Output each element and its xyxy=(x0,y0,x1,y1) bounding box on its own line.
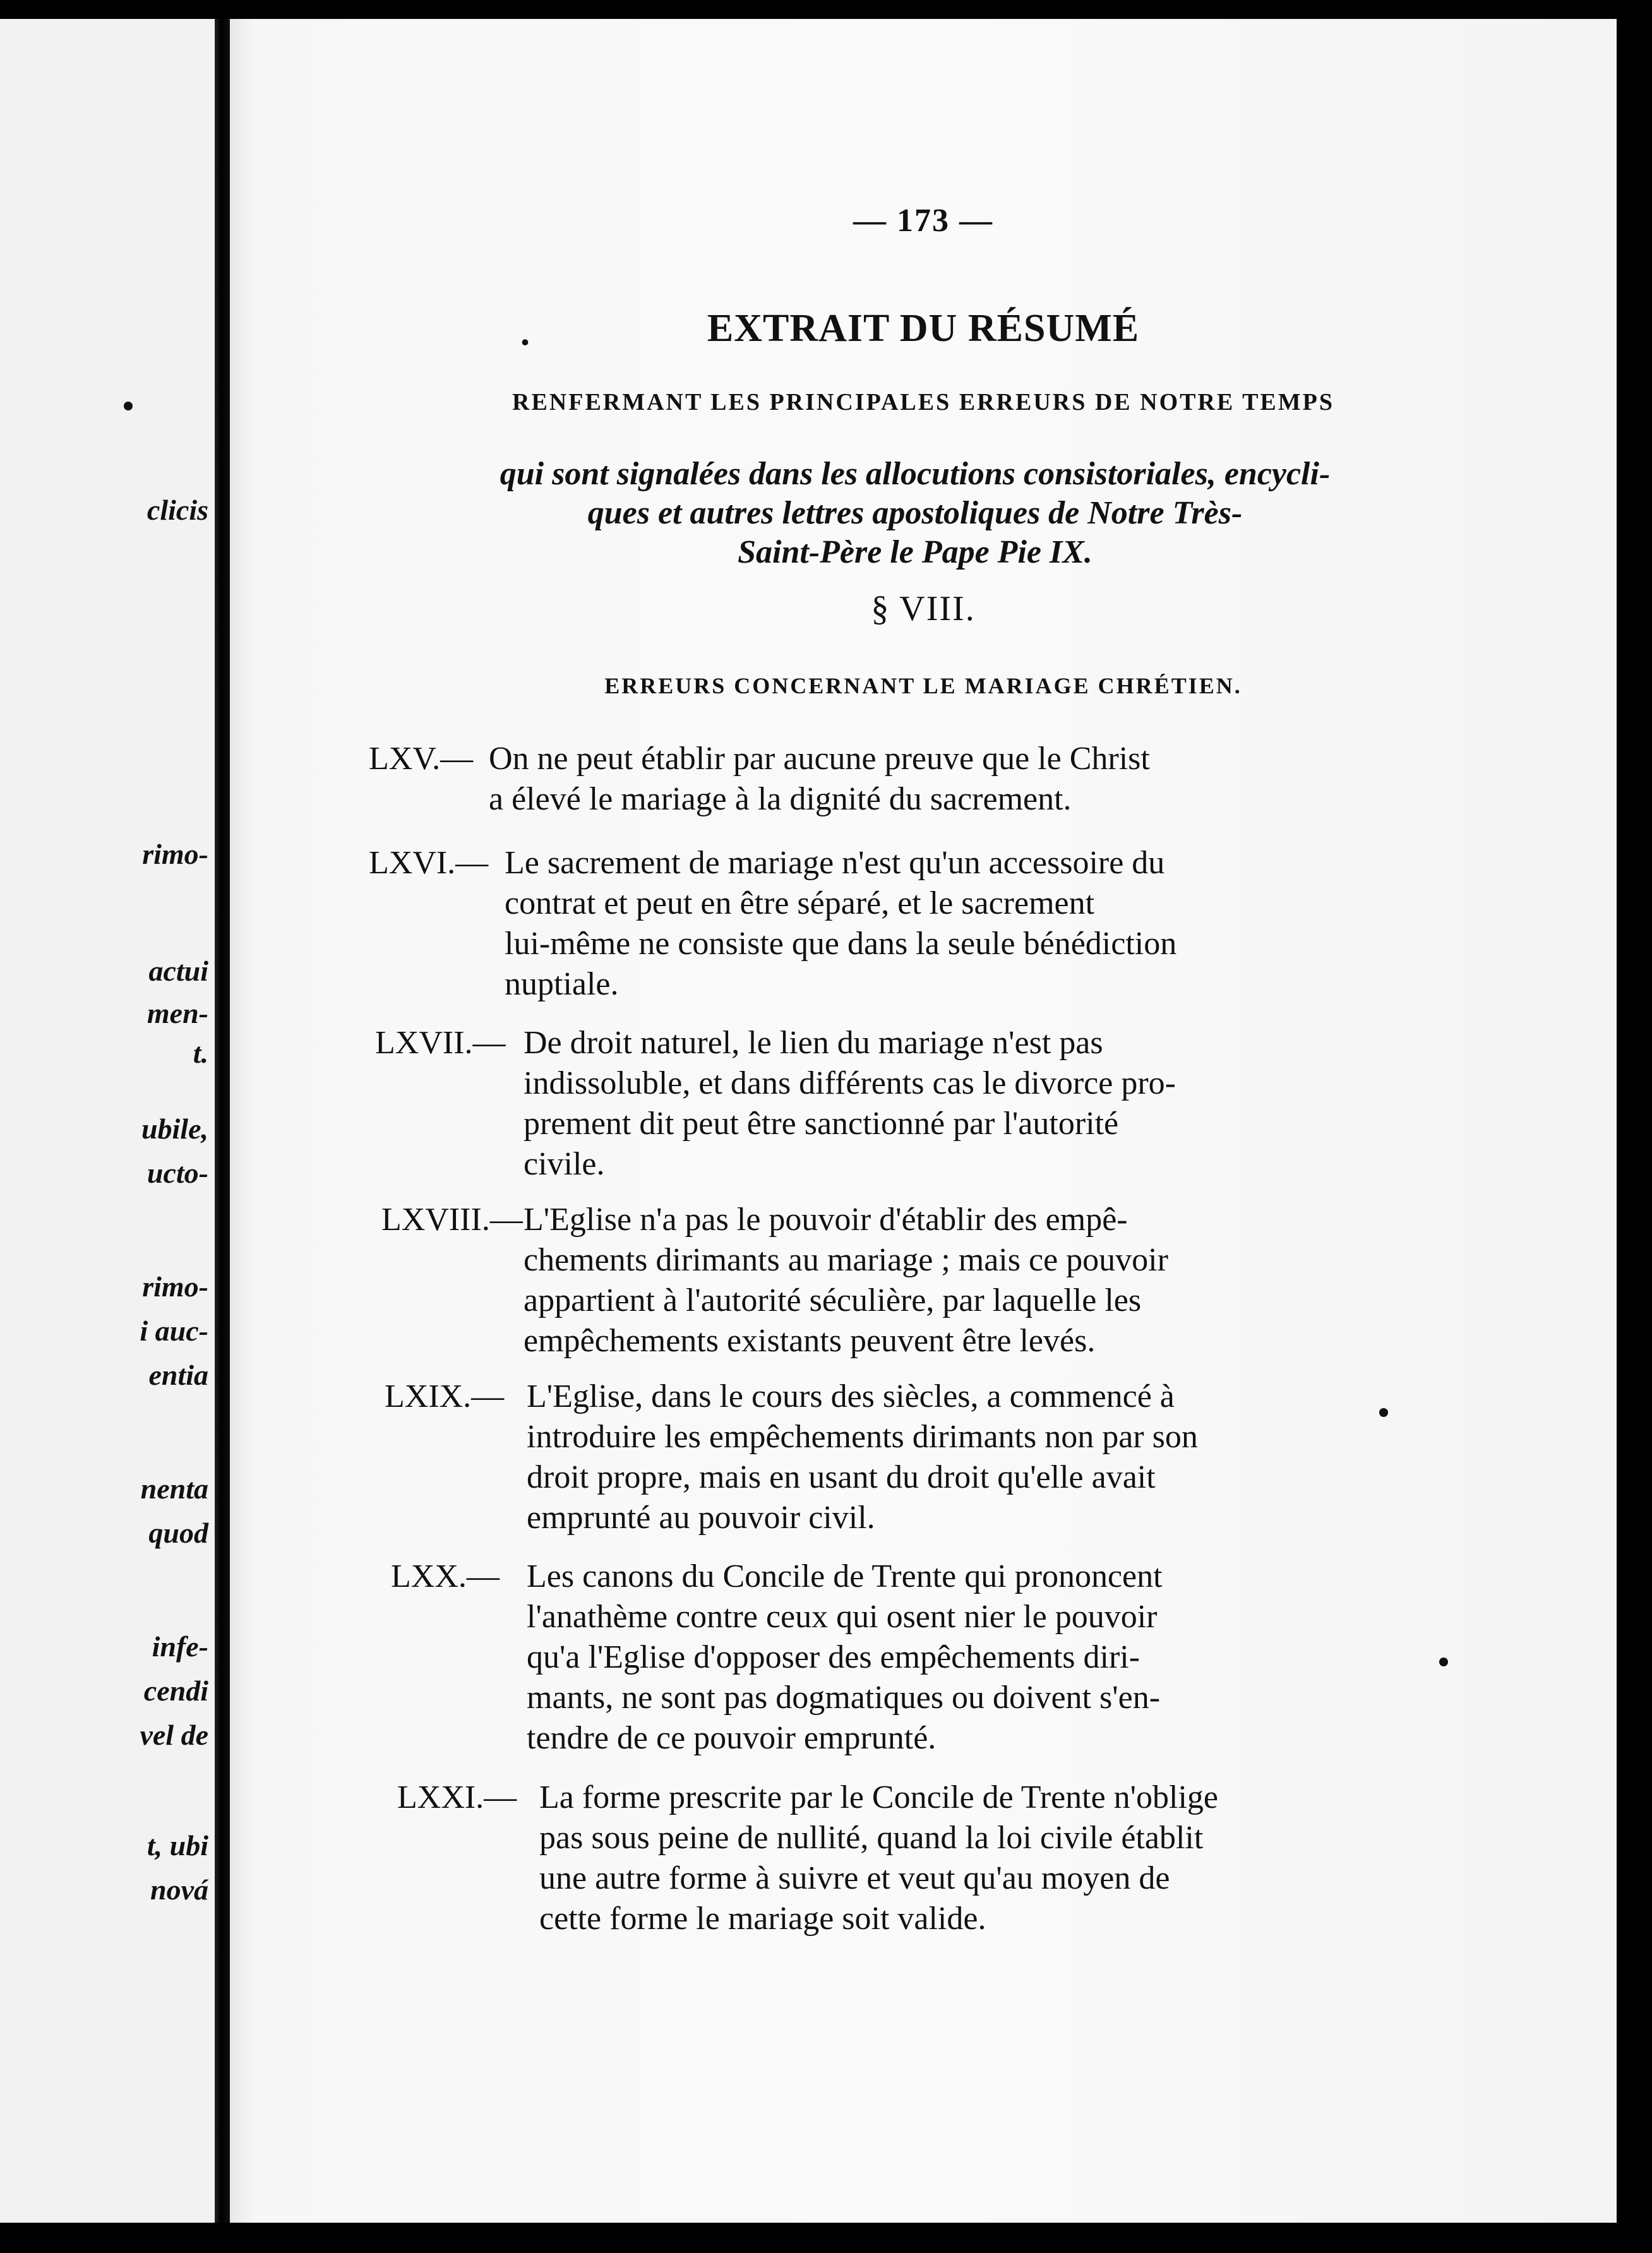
proposition-line: mants, ne sont pas dogmatiques ou doivent s'en- xyxy=(527,1680,1161,1716)
proposition-line: De droit naturel, le lien du mariage n'est pas xyxy=(524,1025,1103,1061)
proposition-line: La forme prescrite par le Concile de Trente n'oblige xyxy=(539,1779,1219,1815)
intro-line: ques et autres lettres apostoliques de Notre Très- xyxy=(587,495,1243,531)
proposition-number: LXVIII.— xyxy=(381,1202,523,1238)
left-fragment: vel de xyxy=(140,1719,208,1751)
proposition-text xyxy=(489,739,1556,820)
proposition-line: civile. xyxy=(524,1146,605,1182)
intro-paragraph xyxy=(350,455,1480,572)
proposition-line: droit propre, mais en usant du droit qu'elle avait xyxy=(527,1459,1156,1495)
proposition-line: l'anathème contre ceux qui osent nier le pouvoir xyxy=(527,1599,1158,1635)
proposition-number: LXIX.— xyxy=(385,1378,505,1414)
proposition-text xyxy=(524,1200,1556,1361)
scan-border-top xyxy=(0,0,1652,19)
intro-line: Saint-Père le Pape Pie IX. xyxy=(738,534,1092,570)
proposition-line: lui-même ne consiste que dans la seule bénédiction xyxy=(505,926,1177,962)
left-fragment: infe- xyxy=(152,1630,208,1663)
left-fragment: t. xyxy=(193,1037,208,1069)
left-fragment: rimo- xyxy=(142,1270,208,1303)
proposition-line: introduire les empêchements dirimants non par son xyxy=(527,1419,1198,1455)
proposition-text xyxy=(524,1023,1556,1185)
left-fragment: men- xyxy=(147,997,208,1029)
previous-page-strip xyxy=(0,19,215,2223)
proposition-line: prement dit peut être sanctionné par l'autorité xyxy=(524,1106,1119,1142)
section-heading: ERREURS CONCERNANT LE MARIAGE CHRÉTIEN. xyxy=(604,673,1242,698)
left-fragment: cendi xyxy=(143,1675,208,1707)
proposition xyxy=(391,1557,1556,1759)
proposition-line: qu'a l'Eglise d'opposer des empêchements diri- xyxy=(527,1639,1140,1675)
proposition-line: contrat et peut en être séparé, et le sacrement xyxy=(505,885,1095,921)
book-gutter xyxy=(215,19,230,2223)
left-fragment: rimo- xyxy=(142,838,208,870)
left-fragment: clicis xyxy=(147,494,208,526)
proposition-line: chements dirimants au mariage ; mais ce pouvoir xyxy=(524,1242,1168,1278)
proposition-line: pas sous peine de nullité, quand la loi civile établit xyxy=(539,1820,1204,1856)
left-fragment: quod xyxy=(148,1517,208,1549)
proposition-line: empêchements existants peuvent être levés. xyxy=(524,1323,1096,1359)
proposition xyxy=(369,843,1556,1005)
scan-border-bottom xyxy=(0,2223,1652,2253)
proposition-text xyxy=(539,1778,1556,1939)
left-fragment: ucto- xyxy=(147,1157,208,1189)
ink-speck xyxy=(124,402,133,410)
proposition-line: Les canons du Concile de Trente qui prononcent xyxy=(527,1558,1163,1594)
proposition xyxy=(381,1200,1556,1361)
proposition-number: LXX.— xyxy=(391,1558,500,1594)
proposition-number: LXVI.— xyxy=(369,845,489,881)
proposition-text xyxy=(527,1557,1556,1759)
proposition-number: LXXI.— xyxy=(397,1779,517,1815)
proposition xyxy=(369,739,1556,820)
proposition-line: appartient à l'autorité séculière, par laquelle les xyxy=(524,1282,1142,1318)
title-dot: . xyxy=(520,311,530,353)
proposition-line: tendre de ce pouvoir emprunté. xyxy=(527,1720,937,1756)
proposition xyxy=(397,1778,1556,1939)
section-number: § VIII. xyxy=(871,589,976,628)
proposition-number: LXVII.— xyxy=(375,1025,506,1061)
proposition-line: a élevé le mariage à la dignité du sacrement. xyxy=(489,781,1072,817)
page-subtitle: RENFERMANT LES PRINCIPALES ERREURS DE NOTRE TEMPS xyxy=(512,389,1334,415)
left-fragment: nenta xyxy=(140,1473,208,1505)
ink-speck xyxy=(1379,1408,1388,1417)
left-fragment: t, ubi xyxy=(147,1829,208,1862)
ink-speck xyxy=(1439,1658,1448,1666)
left-fragment: i auc- xyxy=(140,1315,208,1347)
page-title: EXTRAIT DU RÉSUMÉ xyxy=(707,307,1140,350)
intro-line: qui sont signalées dans les allocutions consistoriales, encycli- xyxy=(500,456,1331,492)
proposition-line: L'Eglise, dans le cours des siècles, a commencé à xyxy=(527,1378,1175,1414)
proposition-text xyxy=(505,843,1556,1005)
proposition-text xyxy=(527,1377,1556,1538)
proposition xyxy=(375,1023,1556,1185)
proposition xyxy=(385,1377,1556,1538)
proposition-line: L'Eglise n'a pas le pouvoir d'établir des empê- xyxy=(524,1202,1128,1238)
scan-border-right xyxy=(1617,0,1652,2253)
proposition-line: une autre forme à suivre et veut qu'au moyen de xyxy=(539,1860,1170,1896)
proposition-line: nuptiale. xyxy=(505,966,619,1002)
proposition-number: LXV.— xyxy=(369,741,474,777)
left-fragment: nová xyxy=(150,1874,208,1906)
book-page xyxy=(230,19,1617,2223)
proposition-line: emprunté au pouvoir civil. xyxy=(527,1500,875,1536)
proposition-line: cette forme le mariage soit valide. xyxy=(539,1901,986,1937)
page-number: — 173 — xyxy=(853,203,993,239)
left-fragment: actui xyxy=(148,955,208,987)
proposition-line: On ne peut établir par aucune preuve que le Christ xyxy=(489,741,1150,777)
proposition-line: indissoluble, et dans différents cas le divorce pro- xyxy=(524,1065,1176,1101)
left-fragment: ubile, xyxy=(141,1113,208,1145)
left-fragment: entia xyxy=(148,1359,208,1391)
proposition-line: Le sacrement de mariage n'est qu'un accessoire du xyxy=(505,845,1165,881)
